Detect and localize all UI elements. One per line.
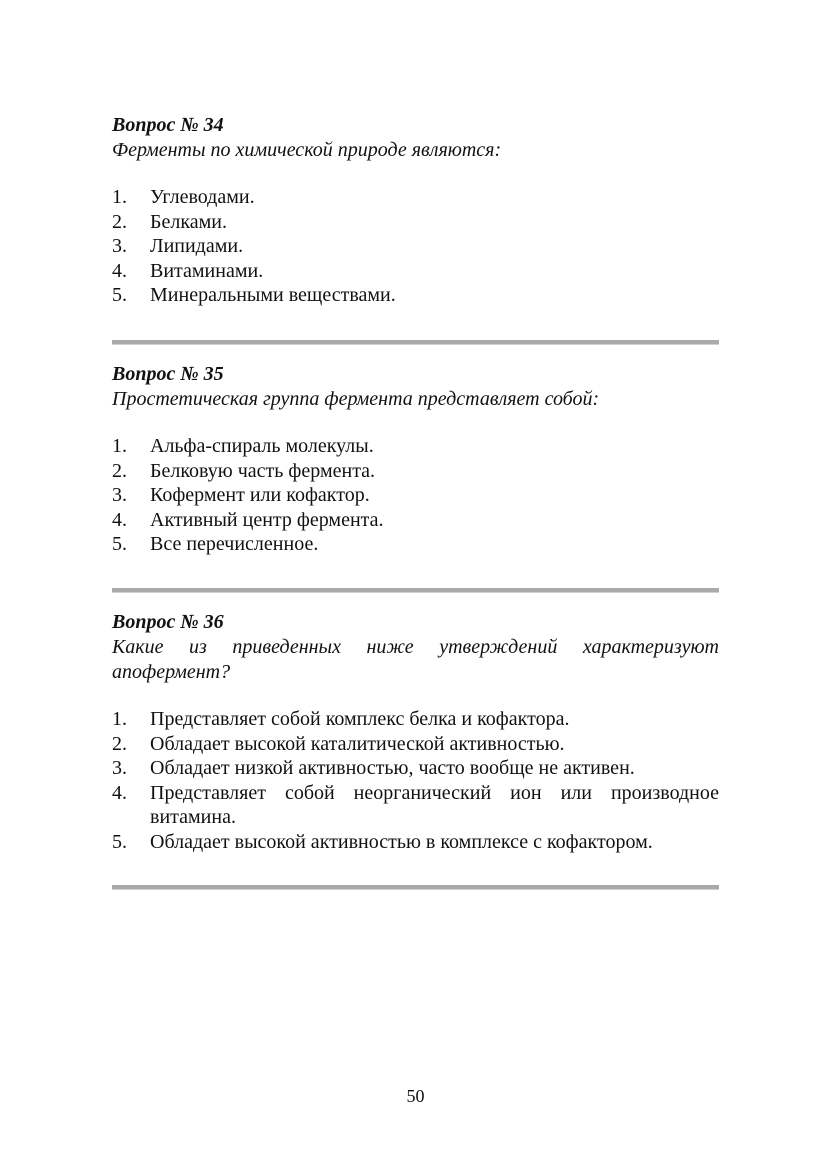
- answer-option: [112, 532, 719, 557]
- option-number: 4.: [112, 508, 127, 531]
- option-number: 1.: [112, 708, 127, 730]
- section-divider: [112, 340, 719, 345]
- answer-option: [112, 459, 719, 484]
- option-text: Минеральными веществами.: [150, 284, 396, 306]
- answer-option: [112, 508, 719, 533]
- option-text: Представляет собой неорганический ион или производное витамина.: [150, 781, 719, 828]
- answer-option: [112, 781, 719, 830]
- answer-option: [112, 434, 719, 459]
- option-number: 3.: [112, 757, 127, 779]
- answer-option: [112, 185, 719, 210]
- option-number: 2.: [112, 210, 127, 233]
- answer-options: [112, 185, 719, 308]
- option-number: 4.: [112, 259, 127, 282]
- answer-option: [112, 732, 719, 757]
- option-text: Белками.: [150, 210, 227, 233]
- question-text: Ферменты по химической природе являются:: [112, 139, 502, 161]
- section-divider: [112, 885, 719, 890]
- answer-option: [112, 483, 719, 508]
- answer-options: [112, 707, 719, 854]
- option-text: Активный центр фермента.: [150, 508, 384, 531]
- section-divider: [112, 588, 719, 593]
- option-text: Альфа-спираль молекулы.: [150, 435, 374, 457]
- page-number: 50: [406, 1086, 425, 1106]
- option-text: Кофермент или кофактор.: [150, 484, 370, 506]
- question-35: [112, 362, 719, 557]
- option-number: 3.: [112, 235, 127, 257]
- answer-option: [112, 283, 719, 308]
- option-text: Обладает низкой активностью, часто вообще не активен.: [150, 757, 635, 779]
- answer-options: [112, 434, 719, 557]
- answer-option: [112, 830, 719, 855]
- option-number: 4.: [112, 781, 127, 804]
- option-text: Обладает высокой каталитической активностью.: [150, 732, 565, 755]
- question-36: [112, 610, 719, 854]
- question-title: Вопрос № 34: [112, 114, 224, 136]
- answer-option: [112, 234, 719, 259]
- option-number: 2.: [112, 732, 127, 755]
- option-number: 5.: [112, 533, 127, 555]
- option-text: Углеводами.: [150, 186, 255, 208]
- answer-option: [112, 707, 719, 732]
- option-number: 5.: [112, 284, 127, 306]
- question-title: Вопрос № 36: [112, 611, 224, 633]
- answer-option: [112, 756, 719, 781]
- question-34: [112, 113, 719, 308]
- answer-option: [112, 210, 719, 235]
- option-number: 3.: [112, 484, 127, 506]
- question-text: Простетическая группа фермента представляет собой:: [112, 388, 600, 410]
- option-number: 1.: [112, 186, 127, 208]
- question-text: Какие из приведенных ниже утверждений характеризуют апофермент?: [112, 636, 719, 683]
- option-text: Липидами.: [150, 235, 244, 257]
- option-text: Представляет собой комплекс белка и кофактора.: [150, 708, 570, 730]
- option-text: Белковую часть фермента.: [150, 459, 376, 482]
- option-text: Все перечисленное.: [150, 533, 319, 555]
- option-number: 5.: [112, 830, 127, 853]
- option-number: 1.: [112, 435, 127, 457]
- answer-option: [112, 259, 719, 284]
- option-number: 2.: [112, 459, 127, 482]
- option-text: Обладает высокой активностью в комплексе с кофактором.: [150, 830, 653, 853]
- question-title: Вопрос № 35: [112, 363, 224, 385]
- option-text: Витаминами.: [150, 259, 264, 282]
